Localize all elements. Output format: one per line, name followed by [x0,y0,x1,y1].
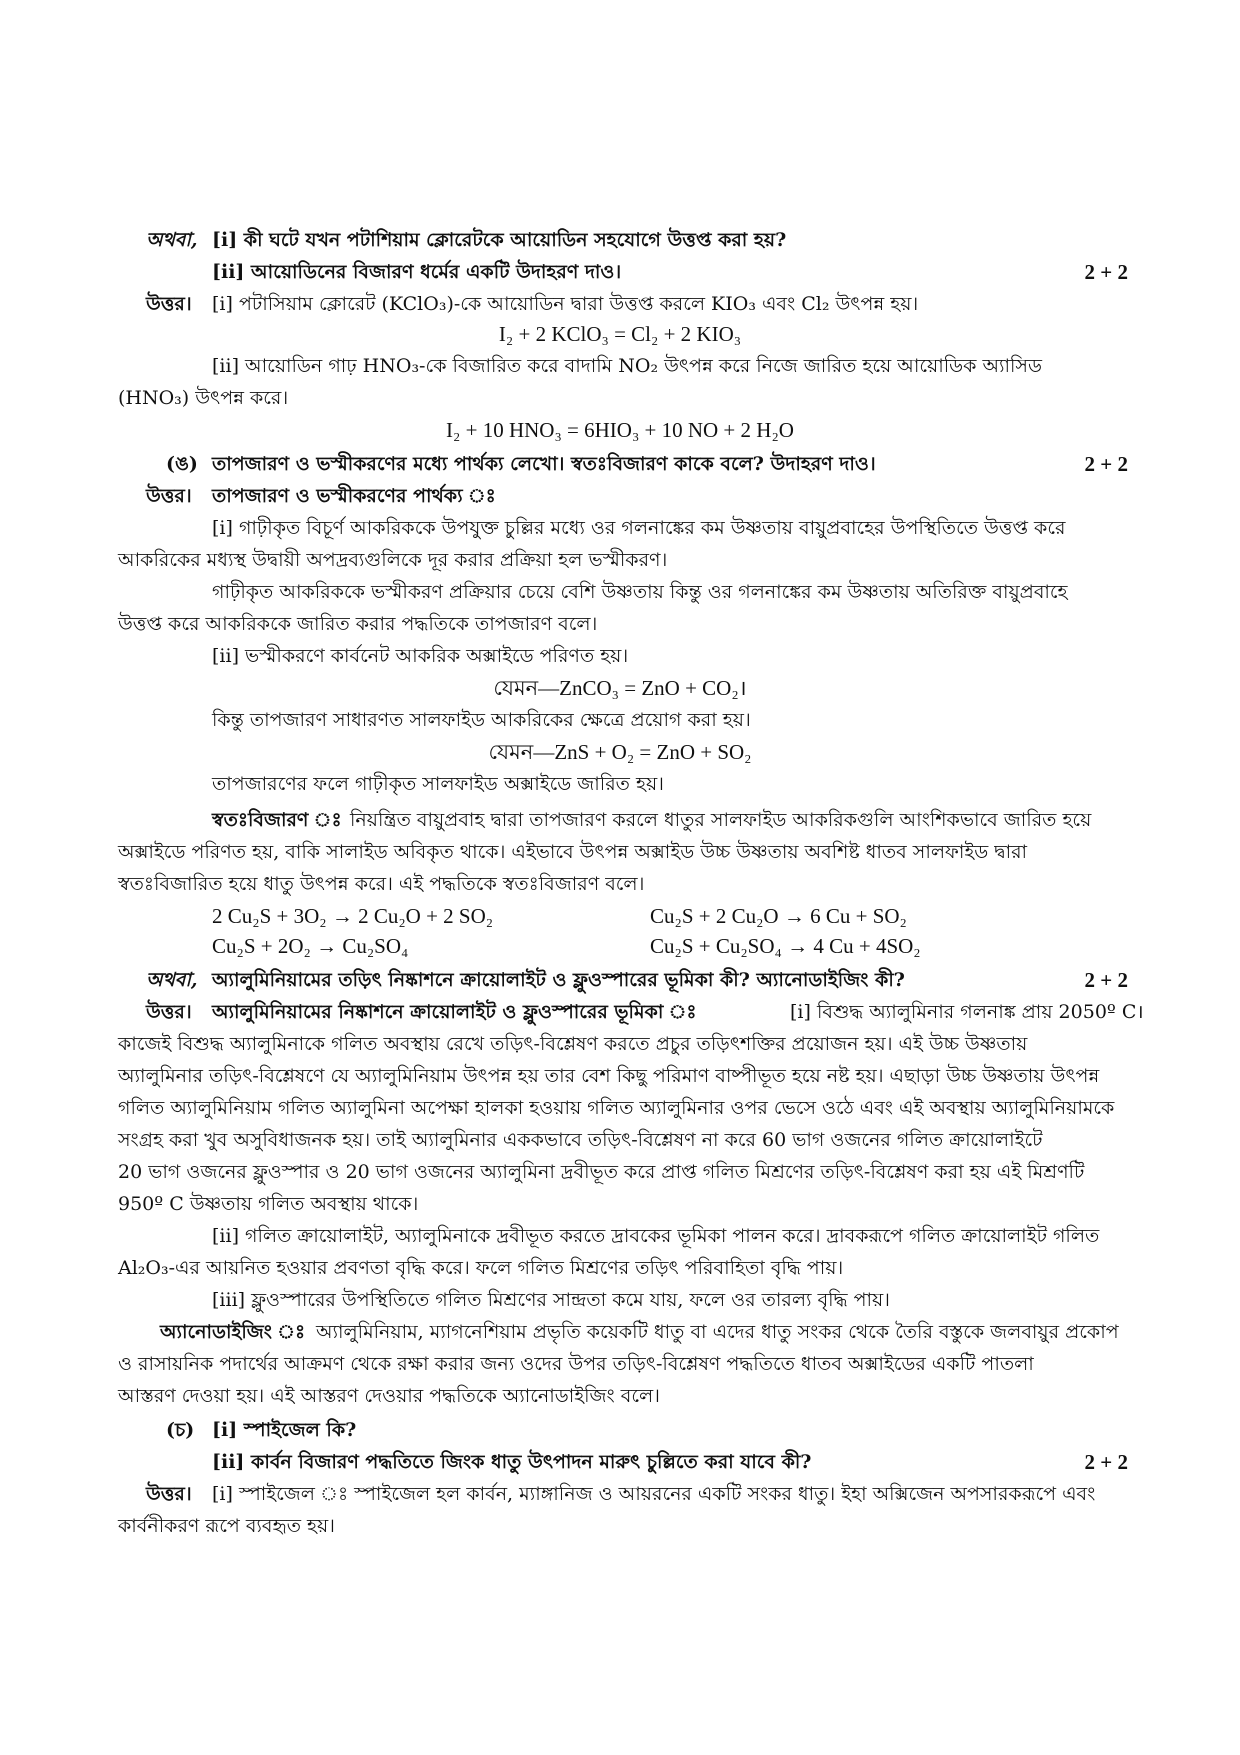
paragraph-text: 950º C উষ্ণতায় গলিত অবস্থায় থাকে। [118,1193,419,1215]
answer-text: [i] বিশুদ্ধ অ্যালুমিনার গলনাঙ্ক প্রায় 2050º C। [790,1001,1144,1023]
term-label: অ্যানোডাইজিং ঃ [160,1321,306,1343]
question-text: তাপজারণ ও ভস্মীকরণের মধ্যে পার্থক্য লেখো। স্বতঃবিজারণ কাকে বলে? উদাহরণ দাও। [212,453,876,475]
equation: I₂ + 10 HNO₃ = 6HIO₃ + 10 NO + 2 H₂O [446,418,794,442]
paragraph-text: গাঢ়ীকৃত আকরিককে ভস্মীকরণ প্রক্রিয়ার চেয়ে বেশি উষ্ণতায় কিন্তু ওর গলনাঙ্কের কম উষ্ণতায় অতিরিক্ত বায়ুপ্রবাহে [212,581,1068,603]
alt-label: অথবা, [146,969,198,991]
answer-text: [ii] আয়োডিন গাঢ় HNO₃-কে বিজারিত করে বাদামি NO₂ উৎপন্ন করে নিজে জারিত হয়ে আয়োডিক অ্যাসিড [212,355,1042,377]
paragraph-text: [ii] ভস্মীকরণে কার্বনেট আকরিক অক্সাইডে পরিণত হয়। [212,645,629,667]
paragraph-text: আস্তরণ দেওয়া হয়। এই আস্তরণ দেওয়ার পদ্ধতিকে অ্যানোডাইজিং বলে। [118,1385,660,1407]
question-part-ii: [ii] কার্বন বিজারণ পদ্ধতিতে জিংক ধাতু উৎপাদন মারুৎ চুল্লিতে করা যাবে কী? [212,1451,812,1473]
answer-label: উত্তর। [146,293,192,315]
reaction: Cu₂S + Cu₂SO₄ → 4 Cu + 4SO₂ [650,934,921,958]
question-part-i: [i] কী ঘটে যখন পটাশিয়াম ক্লোরেটকে আয়োডিন সহযোগে উত্তপ্ত করা হয়? [212,229,787,251]
question-number: (চ) [166,1419,195,1441]
reaction: Cu₂S + 2O₂ → Cu₂SO₄ [212,934,409,958]
paragraph-text: অ্যালুমিনিয়াম, ম্যাগনেশিয়াম প্রভৃতি কয়েকটি ধাতু বা এদের ধাতু সংকর থেকে তৈরি বস্তুকে জলবায়ুর প্রকোপ [316,1321,1119,1343]
answer-label: উত্তর। [146,1483,192,1505]
marks-label: 2 + 2 [1084,260,1128,284]
paragraph-text: অ্যালুমিনার তড়িৎ-বিশ্লেষণে যে অ্যালুমিনিয়াম উৎপন্ন হয় তার বেশ কিছু পরিমাণ বাষ্পীভূত হয়ে নষ্ট হয়। এছাড়া উচ্চ উষ্ণতায় উৎপন্ন [118,1065,1100,1087]
paragraph-text: কিন্তু তাপজারণ সাধারণত সালফাইড আকরিকের ক্ষেত্রে প্রয়োগ করা হয়। [212,709,751,731]
reaction: Cu₂S + 2 Cu₂O → 6 Cu + SO₂ [650,904,907,928]
question-text: অ্যালুমিনিয়ামের তড়িৎ নিষ্কাশনে ক্রায়োলাইট ও ফ্লুওস্পারের ভূমিকা কী? অ্যানোডাইজিং কী? [212,969,905,991]
question-part-i: [i] স্পাইজেল কি? [212,1419,357,1441]
paragraph-text: তাপজারণের ফলে গাঢ়ীকৃত সালফাইড অক্সাইডে জারিত হয়। [212,773,664,795]
answer-label: উত্তর। [146,1001,192,1023]
paragraph-text: কার্বনীকরণ রূপে ব্যবহৃত হয়। [118,1515,335,1537]
paragraph-text: সংগ্রহ করা খুব অসুবিধাজনক হয়। তাই অ্যালুমিনার এককভাবে তড়িৎ-বিশ্লেষণ না করে 60 ভাগ ওজনের গলিত ক্রায়োলাইটে [118,1129,1043,1151]
question-number: (ঙ) [166,453,198,475]
paragraph-text: উত্তপ্ত করে আকরিককে জারিত করার পদ্ধতিকে তাপজারণ বলে। [118,613,598,635]
equation: যেমন—ZnCO₃ = ZnO + CO₂। [493,676,747,700]
paragraph-text: গলিত অ্যালুমিনিয়াম গলিত অ্যালুমিনা অপেক্ষা হালকা হওয়ায় গলিত অ্যালুমিনার ওপর ভেসে ওঠে এবং এই অবস্থায় অ্যালুমিনিয়ামকে [118,1097,1115,1119]
paragraph-text: আকরিকের মধ্যস্থ উদ্বায়ী অপদ্রব্যগুলিকে দূর করার প্রক্রিয়া হল ভস্মীকরণ। [118,549,668,571]
equation: I₂ + 2 KClO₃ = Cl₂ + 2 KIO₃ [498,322,742,346]
paragraph-text: Al₂O₃-এর আয়নিত হওয়ার প্রবণতা বৃদ্ধি করে। ফলে গলিত মিশ্রণের তড়িৎ পরিবাহিতা বৃদ্ধি পায়। [118,1257,844,1279]
question-part-ii: [ii] আয়োডিনের বিজারণ ধর্মের একটি উদাহরণ দাও। [212,261,622,283]
answer-line: [i] পটাসিয়াম ক্লোরেট (KClO₃)-কে আয়োডিন দ্বারা উত্তপ্ত করলে KIO₃ এবং Cl₂ উৎপন্ন হয়। [212,293,919,315]
marks-label: 2 + 2 [1084,1450,1128,1474]
marks-label: 2 + 2 [1084,452,1128,476]
answer-text: [i] স্পাইজেল ঃ স্পাইজেল হল কার্বন, ম্যাঙ্গানিজ ও আয়রনের একটি সংকর ধাতু। ইহা অক্সিজেন অপসারকরূপে এবং [212,1483,1096,1505]
paragraph-text: ও রাসায়নিক পদার্থের আক্রমণ থেকে রক্ষা করার জন্য ওদের উপর তড়িৎ-বিশ্লেষণ পদ্ধতিতে ধাতব অক্সাইডের একটি পাতলা [118,1353,1034,1375]
paragraph-text: স্বতঃবিজারিত হয়ে ধাতু উৎপন্ন করে। এই পদ্ধতিকে স্বতঃবিজারণ বলে। [118,873,645,895]
paragraph-text: অক্সাইডে পরিণত হয়, বাকি সালাইড অবিকৃত থাকে। এইভাবে উৎপন্ন অক্সাইড উচ্চ উষ্ণতায় অবশিষ্ট ধাতব সালফাইড দ্বারা [118,841,1028,863]
paragraph-text: কাজেই বিশুদ্ধ অ্যালুমিনাকে গলিত অবস্থায় রেখে তড়িৎ-বিশ্লেষণ করতে প্রচুর তড়িৎশক্তির প্রয়োজন হয়। এই উচ্চ উষ্ণতায় [118,1033,1028,1055]
paragraph-text: [ii] গলিত ক্রায়োলাইট, অ্যালুমিনাকে দ্রবীভূত করতে দ্রাবকের ভূমিকা পালন করে। দ্রাবকরূপে গলিত ক্রায়োলাইট গলিত [212,1225,1100,1247]
paragraph-text: 20 ভাগ ওজনের ফ্লুওস্পার ও 20 ভাগ ওজনের অ্যালুমিনা দ্রবীভূত করে প্রাপ্ত গলিত মিশ্রণের তড়িৎ-বিশ্লেষণ করা হয় এই মিশ্রণটি [118,1161,1085,1183]
answer-heading: অ্যালুমিনিয়ামের নিষ্কাশনে ক্রায়োলাইট ও ফ্লুওস্পারের ভূমিকা ঃ [212,1001,697,1023]
paragraph-text: নিয়ন্ত্রিত বায়ুপ্রবাহ দ্বারা তাপজারণ করলে ধাতুর সালফাইড আকরিকগুলি আংশিকভাবে জারিত হয়ে [350,809,1092,831]
term-label: স্বতঃবিজারণ ঃ [212,809,342,831]
answer-heading: তাপজারণ ও ভস্মীকরণের পার্থক্য ঃ [212,485,496,507]
reaction: 2 Cu₂S + 3O₂ → 2 Cu₂O + 2 SO₂ [212,904,494,928]
alt-label: অথবা, [146,229,198,251]
marks-label: 2 + 2 [1084,968,1128,992]
paragraph-text: [iii] ফ্লুওস্পারের উপস্থিতিতে গলিত মিশ্রণের সান্দ্রতা কমে যায়, ফলে ওর তারল্য বৃদ্ধি পায়। [212,1289,890,1311]
answer-label: উত্তর। [146,485,192,507]
answer-text: (HNO₃) উৎপন্ন করে। [118,387,289,409]
paragraph-text: [i] গাঢ়ীকৃত বিচূর্ণ আকরিককে উপযুক্ত চুল্লির মধ্যে ওর গলনাঙ্কের কম উষ্ণতায় বায়ুপ্রবাহের উপস্থিতিতে উত্তপ্ত করে [212,517,1066,539]
equation: যেমন—ZnS + O₂ = ZnO + SO₂ [488,740,752,764]
